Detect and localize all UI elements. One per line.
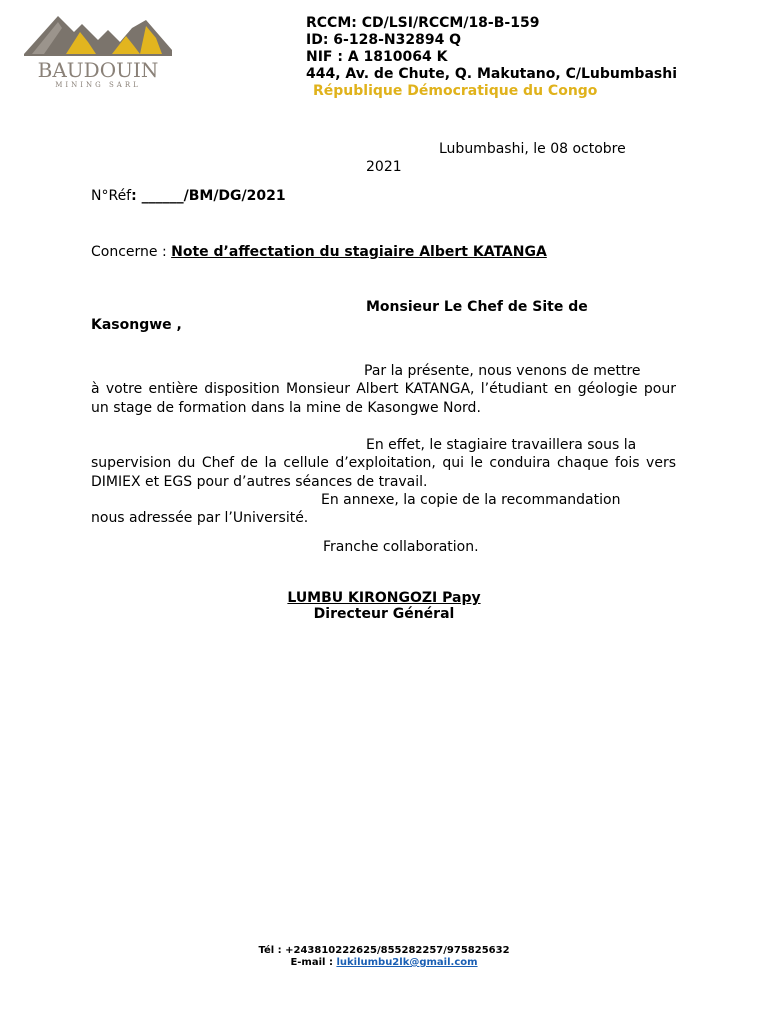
signatory-title: Directeur Général xyxy=(313,606,455,622)
reference-label: N°Réf xyxy=(91,188,132,204)
footer-phone: Tél : +243810222625/855282257/975825632 xyxy=(258,945,510,956)
recipient-line-1: Monsieur Le Chef de Site de xyxy=(366,299,588,315)
mountain-logo-icon xyxy=(22,10,174,90)
recipient-line-2: Kasongwe , xyxy=(91,317,182,333)
reference-value: : ______/BM/DG/2021 xyxy=(131,188,286,204)
header-country: République Démocratique du Congo xyxy=(313,83,598,99)
subject-line xyxy=(91,243,547,262)
paragraph-3-first-line: En annexe, la copie de la recommandation xyxy=(321,492,621,508)
header-id: ID: 6-128-N32894 Q xyxy=(306,32,462,48)
date-line-1: Lubumbashi, le 08 octobre xyxy=(439,141,626,157)
paragraph-2-body: supervision du Chef de la cellule d’exploitation, qui le conduira chaque fois vers DIMIEX et EGS pour d’autres séances de travail. xyxy=(91,455,676,490)
footer-email-line xyxy=(0,957,768,969)
header-rccm: RCCM: CD/LSI/RCCM/18-B-159 xyxy=(306,15,540,31)
company-subtitle: MINING SARL xyxy=(55,81,141,89)
subject-label: Concerne : xyxy=(91,244,167,260)
footer-email-link[interactable]: lukilumbu2lk@gmail.com xyxy=(336,957,478,968)
reference-line xyxy=(91,187,286,206)
date-line-2: 2021 xyxy=(366,159,402,175)
closing-line: Franche collaboration. xyxy=(323,539,479,555)
company-logo xyxy=(22,10,174,90)
paragraph-1-first-line: Par la présente, nous venons de mettre xyxy=(364,363,641,379)
paragraph-2-first-line: En effet, le stagiaire travaillera sous la xyxy=(366,437,637,453)
subject-value: Note d’affectation du stagiaire Albert KATANGA xyxy=(171,244,547,260)
header-nif: NIF : A 1810064 K xyxy=(306,49,448,65)
footer-email-label: E-mail : xyxy=(290,957,333,968)
paragraph-1-body: à votre entière disposition Monsieur Albert KATANGA, l’étudiant en géologie pour un stage de formation dans la mine de Kasongwe Nord. xyxy=(91,381,676,416)
signatory-name: LUMBU KIRONGOZI Papy xyxy=(287,590,481,606)
paragraph-3-body: nous adressée par l’Université. xyxy=(91,510,309,526)
company-name: BAUDOUIN xyxy=(37,58,159,82)
header-address: 444, Av. de Chute, Q. Makutano, C/Lubumbashi xyxy=(306,66,677,82)
